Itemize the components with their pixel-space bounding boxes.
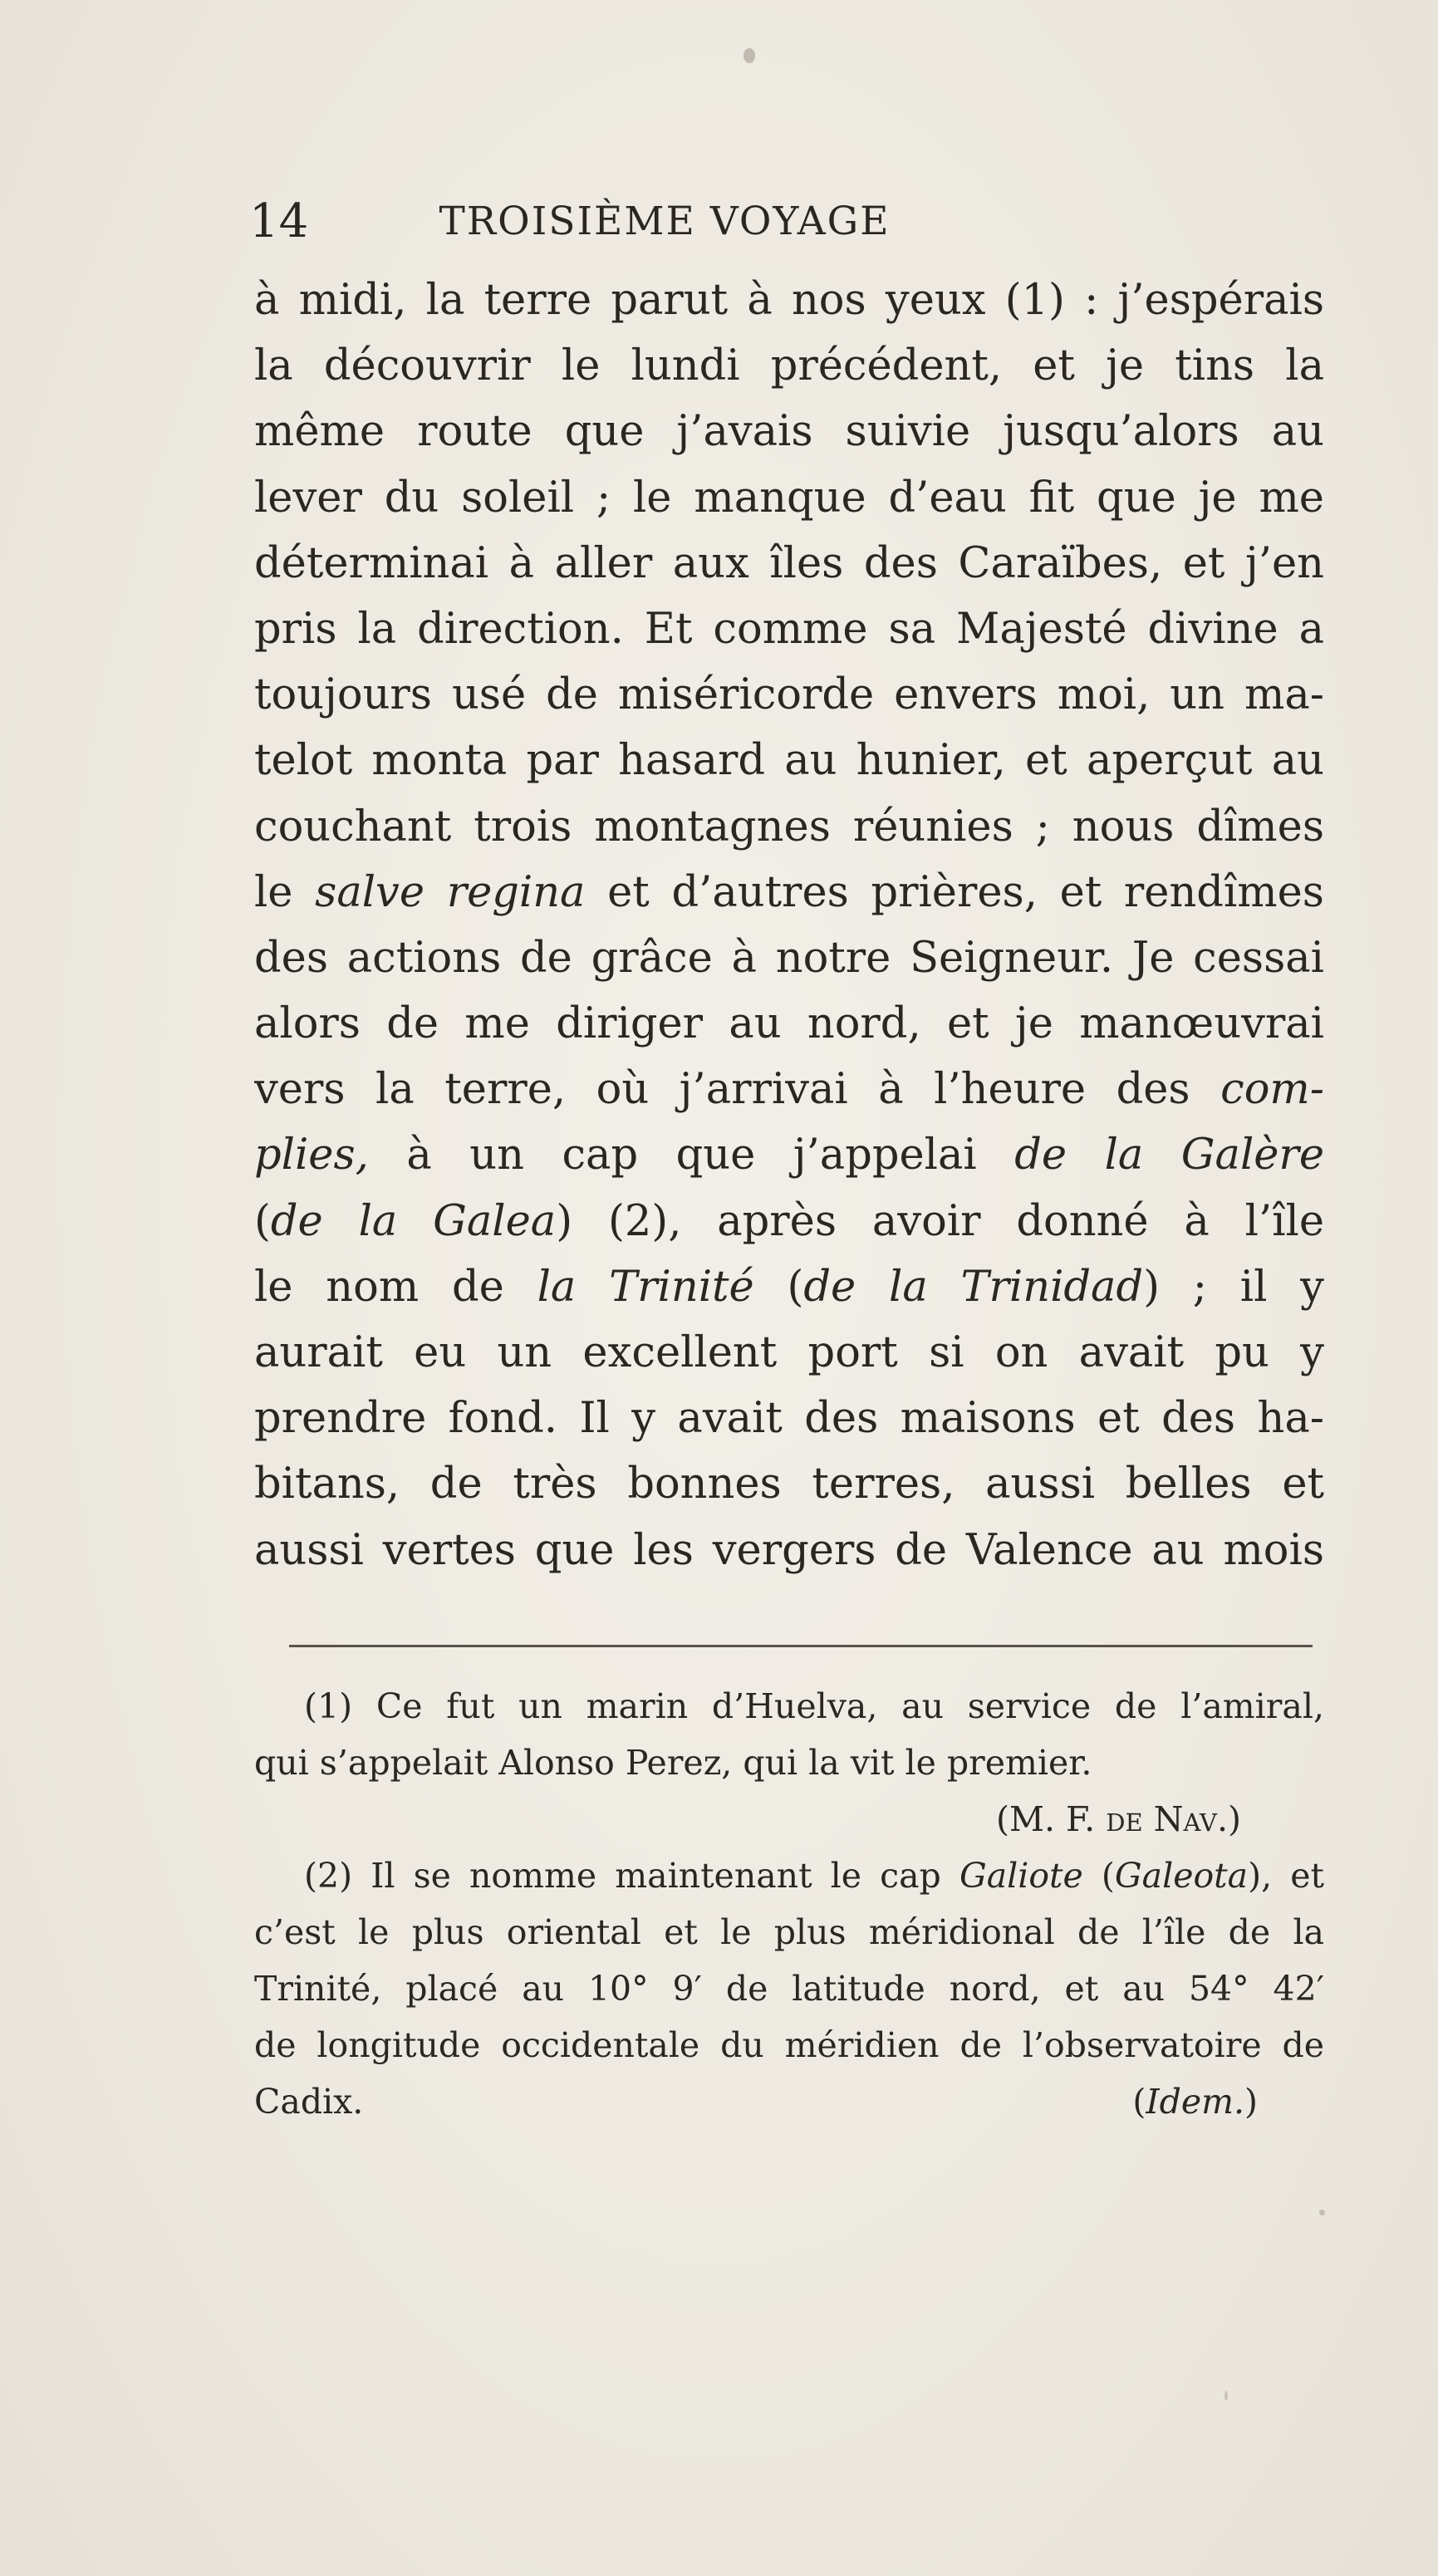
italic-phrase: Idem. <box>1146 2082 1244 2122</box>
text-run: ) <box>1244 2082 1258 2122</box>
text-run: ), et <box>1248 1856 1324 1896</box>
text-line: pris la direction. Et comme sa Majesté divine a <box>254 604 1324 654</box>
text-run: (2) Il se nomme maintenant le cap <box>304 1856 941 1896</box>
text-run: et d’autres prières, et rendîmes <box>607 867 1324 917</box>
text-run: (M. F. <box>996 1799 1096 1839</box>
text-line: telot monta par hasard au hunier, et aperçut au <box>254 736 1324 786</box>
italic-phrase: plies, <box>254 1131 369 1180</box>
text-run: ) ; il y <box>1143 1262 1324 1312</box>
ink-speck <box>1319 2210 1325 2215</box>
text-line: prendre fond. Il y avait des maisons et des ha- <box>254 1394 1324 1444</box>
text-line: déterminai à aller aux îles des Caraïbes, et j’en <box>254 538 1324 588</box>
ink-speck <box>1225 2391 1228 2401</box>
footnote-2-line: de longitude occidentale du méridien de l’observatoire de <box>254 2025 1324 2065</box>
footnote-1-attribution <box>254 1791 1324 1847</box>
text-line <box>254 1189 1324 1254</box>
footnote-2-line: Cadix. <box>254 2082 364 2122</box>
text-run: le nom de <box>254 1262 504 1312</box>
text-run: le <box>254 867 293 917</box>
footnote-2-line <box>254 1847 1324 1904</box>
italic-phrase: Galiote <box>959 1856 1083 1896</box>
text-line <box>254 1057 1324 1122</box>
page-header <box>249 193 1047 251</box>
text-run: ) (2), après avoir donné à l’île <box>556 1196 1324 1246</box>
text-line <box>254 860 1324 925</box>
text-line: toujours usé de miséricorde envers moi, un ma- <box>254 670 1324 720</box>
small-caps-run: de Nav. <box>1106 1799 1228 1839</box>
text-line: lever du soleil ; le manque d’eau fit que je me <box>254 473 1324 523</box>
text-line: des actions de grâce à notre Seigneur. Je cessai <box>254 933 1324 983</box>
italic-phrase: de la Galea <box>270 1196 557 1246</box>
text-run: vers la terre, où j’arrivai à l’heure des <box>254 1065 1190 1115</box>
text-line <box>254 1254 1324 1320</box>
italic-phrase: Galeota <box>1114 1856 1249 1896</box>
italic-phrase: de la Galère <box>1014 1131 1324 1180</box>
text-run: ) <box>1228 1799 1241 1839</box>
text-run: ( <box>1132 2082 1146 2122</box>
italic-phrase: com- <box>1220 1065 1324 1115</box>
footnote-divider <box>289 1645 1313 1647</box>
running-head: TROISIÈME VOYAGE <box>439 199 891 244</box>
text-run: ( <box>1101 1856 1115 1896</box>
main-text <box>254 267 1324 1583</box>
footnote-1-line: qui s’appelait Alonso Perez, qui la vit le premier. <box>254 1743 1092 1783</box>
text-line: couchant trois montagnes réunies ; nous dîmes <box>254 802 1324 851</box>
text-line: la découvrir le lundi précédent, et je tins la <box>254 341 1324 391</box>
text-line: à midi, la terre parut à nos yeux (1) : j’espérais <box>254 276 1324 325</box>
text-line: bitans, de très bonnes terres, aussi belles et <box>254 1460 1324 1509</box>
footnote-2-last-line <box>254 2073 1324 2130</box>
text-line: aurait eu un excellent port si on avait pu y <box>254 1328 1324 1377</box>
text-line: même route que j’avais suivie jusqu’alors au <box>254 407 1324 457</box>
footnote-2-attribution <box>1132 2073 1258 2130</box>
footnote-1-line: (1) Ce fut un marin d’Huelva, au service de l’amiral, <box>304 1686 1324 1726</box>
page-number: 14 <box>249 194 309 248</box>
ink-speck <box>744 48 755 63</box>
italic-phrase: la Trinité <box>537 1262 754 1312</box>
footnote-2-line: c’est le plus oriental et le plus méridional de l’île de la <box>254 1912 1324 1952</box>
text-run: ( <box>787 1262 804 1312</box>
text-run: à un cap que j’appelai <box>406 1131 977 1180</box>
text-line: aussi vertes que les vergers de Valence au mois <box>254 1525 1324 1575</box>
text-line <box>254 1122 1324 1188</box>
footnotes <box>254 1678 1324 2130</box>
footnote-2-line: Trinité, placé au 10° 9′ de latitude nord, et au 54° 42′ <box>254 1969 1324 2009</box>
text-line: alors de me diriger au nord, et je manœuvrai <box>254 999 1324 1049</box>
text-run: ( <box>254 1196 271 1246</box>
italic-phrase: de la Trinidad <box>803 1262 1144 1312</box>
italic-phrase: salve regina <box>315 867 586 917</box>
